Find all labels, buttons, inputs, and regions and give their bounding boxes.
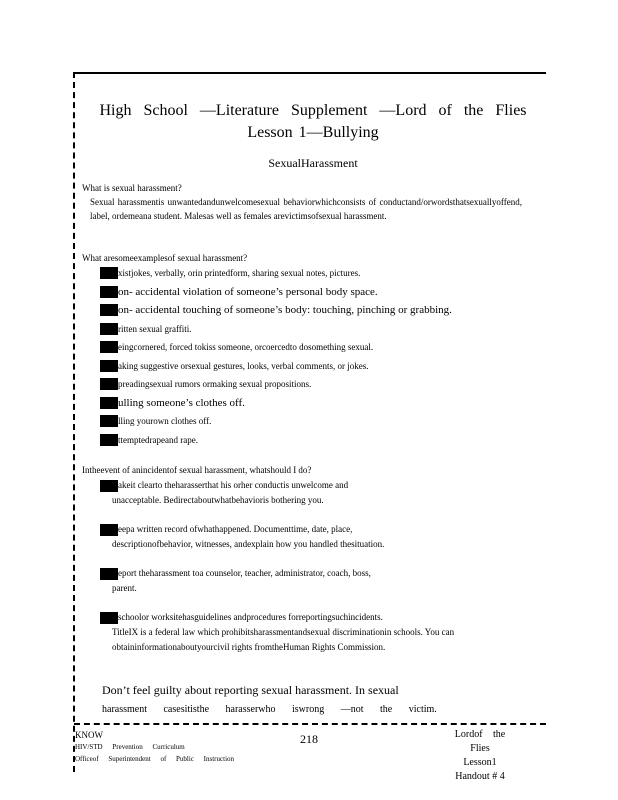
- footer-lesson: Lesson1: [463, 757, 497, 768]
- definition-section: [82, 181, 522, 223]
- footer-left: [75, 729, 234, 765]
- section-subtitle: SexualHarassment: [268, 156, 358, 170]
- list-item: lling yourown clothes off.: [100, 412, 520, 431]
- action-item: schoolor worksitehasguidelines andprocedures forreportingsuchincidents. TitleIX is a federal law which prohibitsharassmentandsexual discriminationin schools. You can obtaininformationaboutyourcivil rights fromtheHuman Rights Commission.: [100, 610, 520, 655]
- footer-handout: Handout # 4: [455, 771, 505, 782]
- redaction-bar: [100, 304, 118, 316]
- examples-question: What aresomeexamplesof sexual harassment?: [82, 253, 248, 263]
- footer-book: Lordof the Flies: [454, 729, 506, 754]
- list-item: eingcornered, forced tokiss someone, orcoercedto dosomething sexual.: [100, 338, 520, 357]
- list-item: ritten sexual graffiti.: [100, 320, 520, 339]
- footer-program: KNOW: [75, 730, 103, 740]
- page-number: 218: [300, 732, 318, 746]
- action-item: eport theharassment toa counselor, teacher, administrator, coach, boss, parent.: [100, 566, 520, 596]
- redaction-bar: [100, 323, 118, 335]
- closing-line-1: Don’t feel guilty about reporting sexual harassment. In sexual: [102, 683, 399, 697]
- footer-right: [440, 728, 520, 784]
- list-item: preadingsexual rumors ormaking sexual propositions.: [100, 375, 520, 394]
- footer-rule: [74, 723, 546, 725]
- definition-answer: Sexual harassmentis unwantedandunwelcomesexual behaviorwhichconsists of conductand/orwordsthatsexuallyoffend, label, ordemeana student. Malesas well as females arevictimsofsexual harassment.: [90, 197, 522, 221]
- examples-list: [100, 264, 520, 449]
- top-rule: [74, 72, 546, 74]
- definition-question: What is sexual harassment?: [82, 183, 182, 193]
- action-item: akeit clearto theharasserthat his orher conductis unwelcome and unacceptable. Bedirectaboutwhatbehavioris bothering you.: [100, 478, 520, 508]
- list-item: on- accidental violation of someone’s personal body space.: [100, 283, 520, 302]
- redaction-bar: [100, 434, 118, 446]
- closing-statement: [102, 681, 502, 719]
- redaction-bar: [100, 341, 118, 353]
- redaction-bar: [100, 286, 118, 298]
- document-title: High School —Literature Supplement —Lord of the Flies: [99, 102, 527, 119]
- redaction-bar: [100, 360, 118, 372]
- list-item: ulling someone’s clothes off.: [100, 394, 520, 413]
- action-item: eepa written record ofwhathappened. Documenttime, date, place, descriptionofbehavior, witnesses, andexplain how you handled thesituation.: [100, 522, 520, 552]
- footer-curriculum: HIV/STD Prevention Curriculum: [75, 743, 185, 751]
- redaction-bar: [100, 415, 118, 427]
- list-item: on- accidental touching of someone’s body: touching, pinching or grabbing.: [100, 301, 520, 320]
- footer-office: Officeof Superintendent of Public Instruction: [75, 755, 235, 763]
- list-item: aking suggestive orsexual gestures, looks, verbal comments, or jokes.: [100, 357, 520, 376]
- redaction-bar: [100, 397, 118, 409]
- examples-heading-block: [82, 251, 522, 265]
- closing-line-2: harassment casesitisthe harasserwho iswrong —not the victim.: [102, 704, 437, 715]
- left-margin-rule: [73, 72, 75, 772]
- lesson-title: Lesson 1—Bullying: [247, 124, 379, 141]
- list-item: ttemptedrapeand rape.: [100, 431, 520, 450]
- redaction-bar: [100, 267, 118, 279]
- redaction-bar: [100, 378, 118, 390]
- incident-question: Intheevent of anincidentof sexual harassment, whatshould I do?: [82, 465, 312, 475]
- incident-heading-block: [82, 463, 522, 477]
- list-item: xistjokes, verbally, orin printedform, sharing sexual notes, pictures.: [100, 264, 520, 283]
